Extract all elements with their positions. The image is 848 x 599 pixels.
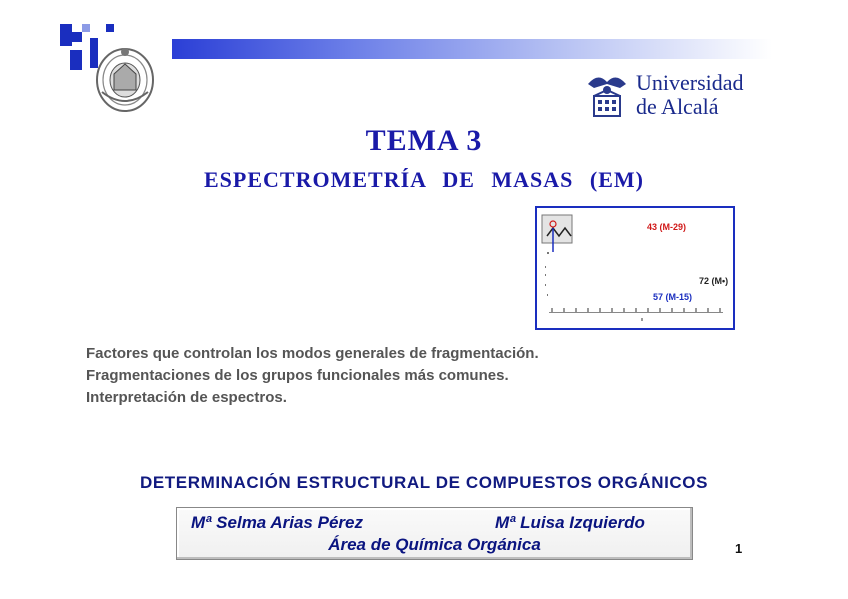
university-logo [584,70,754,122]
authors-box [176,507,693,560]
slide-subtitle: ESPECTROMETRÍA DE MASAS (EM) [204,167,644,192]
spectrum-axis-icon [537,208,733,328]
peak-label-57: 57 (M-15) [653,292,693,302]
department-name: Área de Química Orgánica [328,535,541,554]
page-number: 1 [735,541,743,556]
peak-label-43: 43 (M-29) [647,222,687,232]
peak-label-72: 72 (M•) [699,276,729,286]
topic-item: Factores que controlan los modos generales de fragmentación. [86,345,539,362]
topic-item: Fragmentaciones de los grupos funcionales más comunes. [86,367,509,384]
uah-emblem-icon [584,70,630,120]
university-name-line1: Universidad [636,70,744,95]
university-name-line2: de Alcalá [636,94,719,119]
topic-item: Interpretación de espectros. [86,389,287,406]
author-name: Mª Luisa Izquierdo [495,513,645,532]
header-gradient-bar [172,39,772,59]
university-seal-icon [94,44,156,114]
slide-title: TEMA 3 [365,124,483,157]
author-name: Mª Selma Arias Pérez [191,513,363,532]
course-title: DETERMINACIÓN ESTRUCTURAL DE COMPUESTOS ORGÁNICOS [139,473,709,492]
mass-spectrum-figure [535,206,735,330]
